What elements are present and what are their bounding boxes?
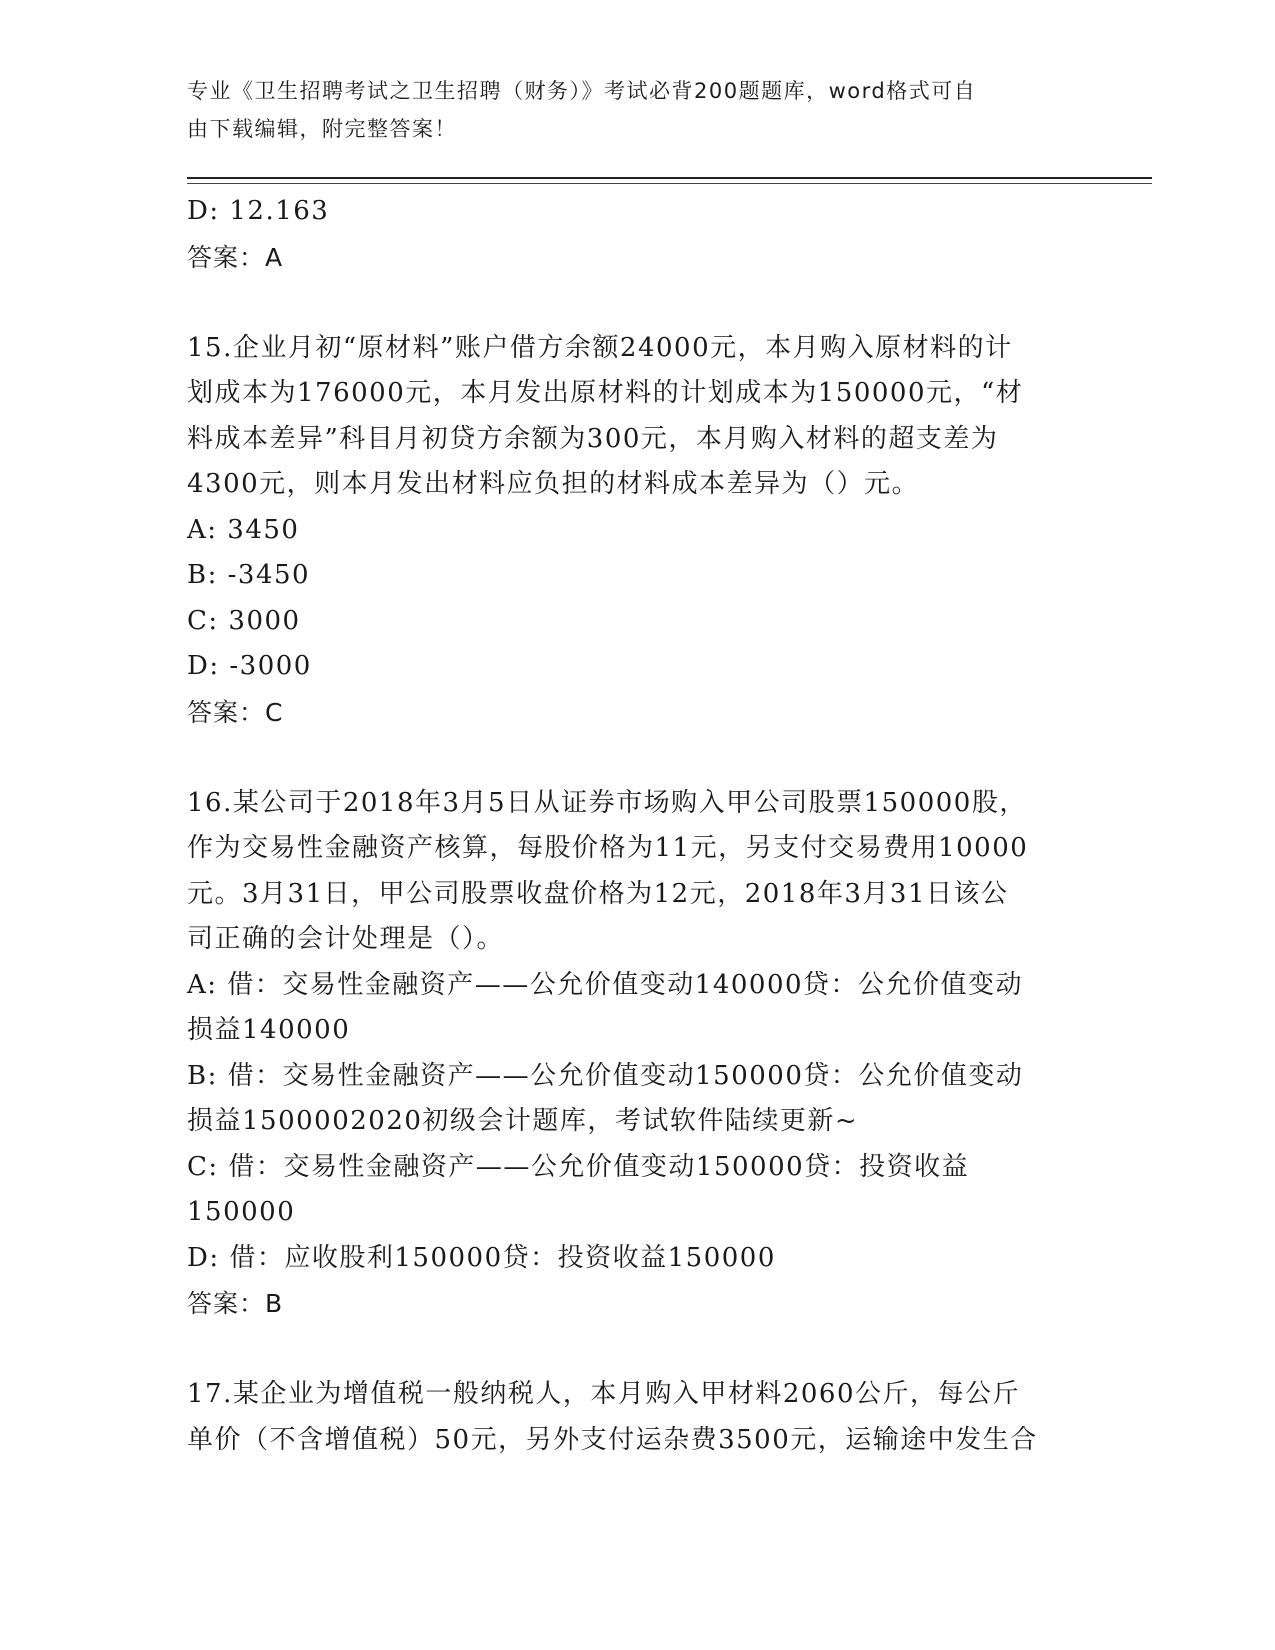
question-14-tail: [187, 189, 1087, 280]
question-15: [187, 326, 1087, 736]
document-body: [187, 189, 1087, 1463]
spacer: [187, 1327, 1087, 1373]
question-stem-line: 料成本差异”科目月初贷方余额为300元，本月购入材料的超支差为: [187, 423, 999, 454]
option-b: B: -3450: [187, 560, 311, 590]
option-c: C: 借：交易性金融资产——公允价值变动150000贷：投资收益: [187, 1151, 970, 1182]
option-c: C: 3000: [187, 605, 301, 636]
question-stem-line: 4300元，则本月发出材料应负担的材料成本差异为（）元。: [187, 469, 920, 499]
question-stem-line: 15.企业月初“原材料”账户借方余额24000元，本月购入原材料的计: [187, 332, 1013, 363]
option-d: D: 12.163: [187, 196, 330, 226]
option-a-continued: 损益140000: [187, 1015, 351, 1045]
header-rule-thin: [187, 183, 1152, 184]
question-stem-line: 元。3月31日，甲公司股票收盘价格为12元，2018年3月31日该公: [187, 878, 1009, 909]
option-b-continued: 损益1500002020初级会计题库，考试软件陆续更新~: [187, 1106, 859, 1136]
header-line: 由下载编辑，附完整答案！: [187, 117, 457, 141]
question-stem-line: 划成本为176000元，本月发出原材料的计划成本为150000元，“材: [187, 378, 1024, 408]
question-stem-line: 16.某公司于2018年3月5日从证券市场购入甲公司股票150000股，: [187, 787, 1027, 818]
option-a: A: 借：交易性金融资产——公允价值变动140000贷：公允价值变动: [187, 969, 1024, 1000]
document-header: [187, 72, 1067, 148]
header-rule-thick: [187, 177, 1152, 179]
question-17: [187, 1372, 1087, 1463]
question-stem-line: 17.某企业为增值税一般纳税人，本月购入甲材料2060公斤，每公斤: [187, 1379, 1021, 1409]
header-line: 专业《卫生招聘考试之卫生招聘（财务）》考试必背200题题库，word格式可自: [187, 79, 977, 103]
question-stem-line: 单价（不含增值税）50元，另外支付运杂费3500元，运输途中发生合: [187, 1424, 1038, 1455]
option-d: D: 借：应收股利150000贷：投资收益150000: [187, 1242, 776, 1273]
spacer: [187, 735, 1087, 781]
question-16: [187, 781, 1087, 1327]
option-d: D: -3000: [187, 651, 312, 681]
option-a: A: 3450: [187, 514, 300, 545]
question-stem-line: 作为交易性金融资产核算，每股价格为11元，另支付交易费用10000: [187, 833, 1029, 863]
answer: 答案：C: [187, 697, 284, 727]
option-b: B: 借：交易性金融资产——公允价值变动150000贷：公允价值变动: [187, 1060, 1024, 1091]
spacer: [187, 280, 1087, 326]
answer: 答案：B: [187, 1289, 284, 1318]
answer: 答案：A: [187, 242, 284, 272]
question-stem-line: 司正确的会计处理是（）。: [187, 924, 505, 954]
option-c-continued: 150000: [187, 1197, 296, 1227]
